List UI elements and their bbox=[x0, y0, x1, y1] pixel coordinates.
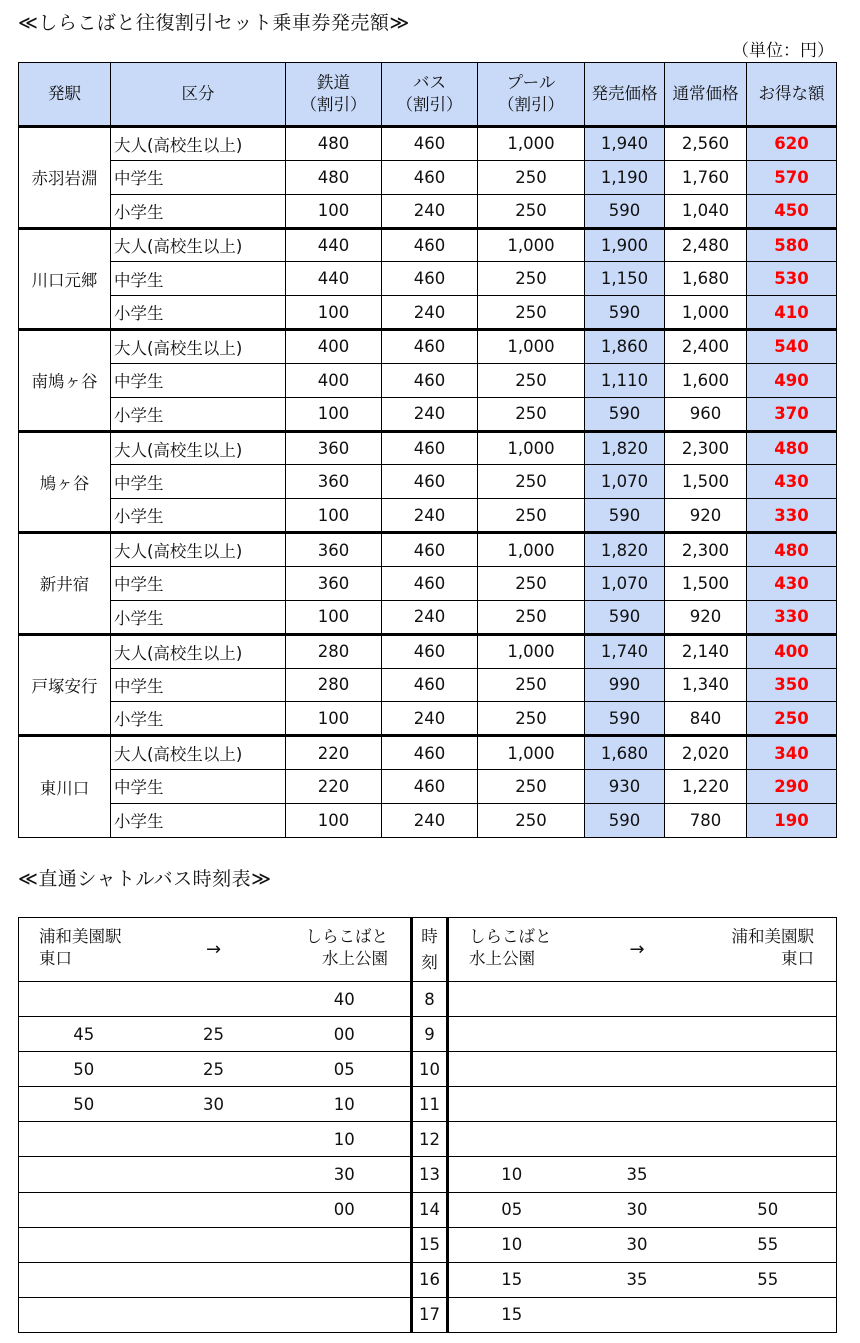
rail-fare-cell: 400 bbox=[286, 363, 382, 397]
header-bus: バス （割引） bbox=[382, 63, 478, 127]
savings-cell: 190 bbox=[747, 803, 837, 837]
table-row bbox=[19, 499, 837, 533]
savings-cell: 580 bbox=[747, 228, 837, 262]
bus-fare-cell: 460 bbox=[382, 228, 478, 262]
table-row bbox=[19, 702, 837, 736]
savings-cell: 480 bbox=[747, 431, 837, 465]
header-outbound-destination: しらこばと 水上公園 bbox=[279, 918, 412, 982]
category-cell: 小学生 bbox=[111, 702, 286, 736]
return-departure-minute: 10 bbox=[448, 1227, 575, 1262]
outbound-departure-minute: 10 bbox=[279, 1087, 412, 1122]
pool-fare-cell: 250 bbox=[478, 668, 585, 702]
outbound-departure-minute bbox=[149, 1192, 279, 1227]
sale-price-cell: 1,680 bbox=[585, 736, 665, 770]
rail-fare-cell: 100 bbox=[286, 397, 382, 431]
category-cell: 中学生 bbox=[111, 160, 286, 194]
outbound-departure-minute bbox=[19, 1192, 149, 1227]
timetable-row bbox=[19, 1297, 837, 1332]
pool-fare-cell: 250 bbox=[478, 262, 585, 296]
bus-fare-cell: 460 bbox=[382, 363, 478, 397]
outbound-departure-minute bbox=[19, 1262, 149, 1297]
regular-price-cell: 960 bbox=[665, 397, 747, 431]
header-savings: お得な額 bbox=[747, 63, 837, 127]
savings-cell: 340 bbox=[747, 736, 837, 770]
table-row bbox=[19, 363, 837, 397]
savings-cell: 330 bbox=[747, 600, 837, 634]
return-departure-minute bbox=[700, 982, 837, 1017]
sale-price-cell: 1,110 bbox=[585, 363, 665, 397]
hour-cell: 12 bbox=[412, 1122, 448, 1157]
timetable-row bbox=[19, 1157, 837, 1192]
savings-cell: 490 bbox=[747, 363, 837, 397]
pool-fare-cell: 1,000 bbox=[478, 330, 585, 364]
station-name: 南鳩ヶ谷 bbox=[19, 330, 111, 432]
outbound-departure-minute bbox=[149, 1297, 279, 1332]
return-departure-minute bbox=[575, 982, 700, 1017]
timetable-row bbox=[19, 1017, 837, 1052]
bus-fare-cell: 460 bbox=[382, 330, 478, 364]
return-departure-minute bbox=[700, 1297, 837, 1332]
fare-table bbox=[18, 62, 837, 838]
rail-fare-cell: 480 bbox=[286, 127, 382, 161]
bus-timetable-title: ≪直通シャトルバス時刻表≫ bbox=[18, 868, 272, 890]
table-row bbox=[19, 397, 837, 431]
outbound-departure-minute: 30 bbox=[279, 1157, 412, 1192]
return-departure-minute: 55 bbox=[700, 1227, 837, 1262]
sale-price-cell: 1,070 bbox=[585, 566, 665, 600]
regular-price-cell: 2,400 bbox=[665, 330, 747, 364]
outbound-departure-minute bbox=[149, 982, 279, 1017]
regular-price-cell: 1,600 bbox=[665, 363, 747, 397]
rail-fare-cell: 100 bbox=[286, 194, 382, 228]
sale-price-cell: 1,860 bbox=[585, 330, 665, 364]
sale-price-cell: 1,940 bbox=[585, 127, 665, 161]
arrow-icon: → bbox=[149, 918, 279, 982]
return-departure-minute bbox=[700, 1157, 837, 1192]
header-rail: 鉄道 （割引） bbox=[286, 63, 382, 127]
station-name: 戸塚安行 bbox=[19, 634, 111, 736]
table-row bbox=[19, 262, 837, 296]
category-cell: 大人(高校生以上) bbox=[111, 228, 286, 262]
table-row bbox=[19, 566, 837, 600]
table-row bbox=[19, 600, 837, 634]
regular-price-cell: 1,500 bbox=[665, 566, 747, 600]
return-departure-minute: 15 bbox=[448, 1297, 575, 1332]
timetable-row bbox=[19, 982, 837, 1017]
bus-fare-cell: 240 bbox=[382, 397, 478, 431]
table-row bbox=[19, 127, 837, 161]
header-pool: プール （割引） bbox=[478, 63, 585, 127]
header-return-origin: しらこばと 水上公園 bbox=[448, 918, 575, 982]
outbound-departure-minute bbox=[19, 982, 149, 1017]
regular-price-cell: 920 bbox=[665, 600, 747, 634]
table-row bbox=[19, 296, 837, 330]
category-cell: 中学生 bbox=[111, 465, 286, 499]
category-cell: 中学生 bbox=[111, 363, 286, 397]
outbound-departure-minute bbox=[149, 1122, 279, 1157]
timetable-row bbox=[19, 1227, 837, 1262]
bus-fare-cell: 460 bbox=[382, 634, 478, 668]
return-departure-minute: 10 bbox=[448, 1157, 575, 1192]
regular-price-cell: 1,760 bbox=[665, 160, 747, 194]
table-row bbox=[19, 634, 837, 668]
station-name: 川口元郷 bbox=[19, 228, 111, 330]
bus-timetable-body bbox=[19, 918, 837, 1333]
rail-fare-cell: 100 bbox=[286, 296, 382, 330]
outbound-departure-minute bbox=[19, 1227, 149, 1262]
header-station: 発駅 bbox=[19, 63, 111, 127]
category-cell: 小学生 bbox=[111, 397, 286, 431]
rail-fare-cell: 220 bbox=[286, 770, 382, 804]
sale-price-cell: 590 bbox=[585, 397, 665, 431]
hour-cell: 10 bbox=[412, 1052, 448, 1087]
return-departure-minute bbox=[700, 1052, 837, 1087]
return-departure-minute: 15 bbox=[448, 1262, 575, 1297]
table-row bbox=[19, 465, 837, 499]
table-row bbox=[19, 228, 837, 262]
category-cell: 小学生 bbox=[111, 803, 286, 837]
table-row bbox=[19, 770, 837, 804]
outbound-departure-minute: 50 bbox=[19, 1052, 149, 1087]
savings-cell: 250 bbox=[747, 702, 837, 736]
bus-fare-cell: 460 bbox=[382, 431, 478, 465]
hour-cell: 17 bbox=[412, 1297, 448, 1332]
bus-fare-cell: 240 bbox=[382, 803, 478, 837]
bus-fare-cell: 240 bbox=[382, 600, 478, 634]
table-row bbox=[19, 736, 837, 770]
header-sale-price: 発売価格 bbox=[585, 63, 665, 127]
rail-fare-cell: 360 bbox=[286, 465, 382, 499]
hour-cell: 8 bbox=[412, 982, 448, 1017]
category-cell: 中学生 bbox=[111, 770, 286, 804]
return-departure-minute bbox=[448, 1122, 575, 1157]
savings-cell: 530 bbox=[747, 262, 837, 296]
outbound-departure-minute bbox=[19, 1122, 149, 1157]
pool-fare-cell: 250 bbox=[478, 465, 585, 499]
regular-price-cell: 1,220 bbox=[665, 770, 747, 804]
savings-cell: 450 bbox=[747, 194, 837, 228]
category-cell: 小学生 bbox=[111, 194, 286, 228]
sale-price-cell: 1,740 bbox=[585, 634, 665, 668]
return-departure-minute: 35 bbox=[575, 1262, 700, 1297]
bus-fare-cell: 460 bbox=[382, 262, 478, 296]
arrow-icon: → bbox=[575, 918, 700, 982]
return-departure-minute bbox=[448, 1087, 575, 1122]
header-outbound-origin: 浦和美園駅 東口 bbox=[19, 918, 149, 982]
savings-cell: 480 bbox=[747, 533, 837, 567]
hour-cell: 14 bbox=[412, 1192, 448, 1227]
bus-fare-cell: 460 bbox=[382, 127, 478, 161]
pool-fare-cell: 250 bbox=[478, 566, 585, 600]
sale-price-cell: 1,820 bbox=[585, 533, 665, 567]
sale-price-cell: 1,190 bbox=[585, 160, 665, 194]
pool-fare-cell: 250 bbox=[478, 397, 585, 431]
bus-header-row bbox=[19, 918, 837, 982]
pool-fare-cell: 1,000 bbox=[478, 533, 585, 567]
regular-price-cell: 2,020 bbox=[665, 736, 747, 770]
pool-fare-cell: 1,000 bbox=[478, 431, 585, 465]
savings-cell: 330 bbox=[747, 499, 837, 533]
savings-cell: 350 bbox=[747, 668, 837, 702]
regular-price-cell: 2,480 bbox=[665, 228, 747, 262]
regular-price-cell: 2,560 bbox=[665, 127, 747, 161]
savings-cell: 430 bbox=[747, 566, 837, 600]
timetable-row bbox=[19, 1262, 837, 1297]
return-departure-minute: 30 bbox=[575, 1227, 700, 1262]
rail-fare-cell: 280 bbox=[286, 668, 382, 702]
outbound-departure-minute: 45 bbox=[19, 1017, 149, 1052]
fare-table-body bbox=[19, 127, 837, 838]
rail-fare-cell: 400 bbox=[286, 330, 382, 364]
sale-price-cell: 1,150 bbox=[585, 262, 665, 296]
category-cell: 大人(高校生以上) bbox=[111, 634, 286, 668]
hour-cell: 11 bbox=[412, 1087, 448, 1122]
bus-fare-cell: 460 bbox=[382, 465, 478, 499]
regular-price-cell: 1,680 bbox=[665, 262, 747, 296]
savings-cell: 370 bbox=[747, 397, 837, 431]
bus-timetable bbox=[18, 917, 837, 1333]
table-row bbox=[19, 194, 837, 228]
table-row bbox=[19, 431, 837, 465]
fare-table-title: ≪しらこばと往復割引セット乗車券発売額≫ bbox=[18, 12, 410, 34]
outbound-departure-minute bbox=[279, 1262, 412, 1297]
rail-fare-cell: 220 bbox=[286, 736, 382, 770]
outbound-departure-minute: 00 bbox=[279, 1192, 412, 1227]
return-departure-minute bbox=[700, 1122, 837, 1157]
bus-fare-cell: 460 bbox=[382, 533, 478, 567]
outbound-departure-minute: 05 bbox=[279, 1052, 412, 1087]
outbound-departure-minute bbox=[149, 1262, 279, 1297]
pool-fare-cell: 250 bbox=[478, 803, 585, 837]
outbound-departure-minute: 30 bbox=[149, 1087, 279, 1122]
pool-fare-cell: 250 bbox=[478, 160, 585, 194]
return-departure-minute bbox=[448, 1017, 575, 1052]
return-departure-minute bbox=[575, 1087, 700, 1122]
bus-fare-cell: 460 bbox=[382, 770, 478, 804]
hour-cell: 9 bbox=[412, 1017, 448, 1052]
category-cell: 中学生 bbox=[111, 262, 286, 296]
return-departure-minute bbox=[700, 1087, 837, 1122]
savings-cell: 410 bbox=[747, 296, 837, 330]
return-departure-minute: 30 bbox=[575, 1192, 700, 1227]
outbound-departure-minute: 10 bbox=[279, 1122, 412, 1157]
category-cell: 小学生 bbox=[111, 499, 286, 533]
pool-fare-cell: 1,000 bbox=[478, 127, 585, 161]
rail-fare-cell: 360 bbox=[286, 566, 382, 600]
regular-price-cell: 1,000 bbox=[665, 296, 747, 330]
return-departure-minute bbox=[575, 1297, 700, 1332]
return-departure-minute bbox=[448, 1052, 575, 1087]
rail-fare-cell: 480 bbox=[286, 160, 382, 194]
bus-fare-cell: 460 bbox=[382, 668, 478, 702]
return-departure-minute: 50 bbox=[700, 1192, 837, 1227]
category-cell: 大人(高校生以上) bbox=[111, 533, 286, 567]
pool-fare-cell: 250 bbox=[478, 194, 585, 228]
sale-price-cell: 590 bbox=[585, 600, 665, 634]
station-name: 赤羽岩淵 bbox=[19, 127, 111, 229]
pool-fare-cell: 1,000 bbox=[478, 736, 585, 770]
savings-cell: 430 bbox=[747, 465, 837, 499]
pool-fare-cell: 1,000 bbox=[478, 634, 585, 668]
category-cell: 大人(高校生以上) bbox=[111, 330, 286, 364]
regular-price-cell: 920 bbox=[665, 499, 747, 533]
regular-price-cell: 2,300 bbox=[665, 431, 747, 465]
sale-price-cell: 930 bbox=[585, 770, 665, 804]
outbound-departure-minute bbox=[149, 1227, 279, 1262]
outbound-departure-minute bbox=[19, 1157, 149, 1192]
return-departure-minute: 55 bbox=[700, 1262, 837, 1297]
outbound-departure-minute: 40 bbox=[279, 982, 412, 1017]
fare-header-row bbox=[19, 63, 837, 127]
category-cell: 大人(高校生以上) bbox=[111, 127, 286, 161]
savings-cell: 570 bbox=[747, 160, 837, 194]
unit-label: （単位：円） bbox=[732, 41, 834, 61]
category-cell: 中学生 bbox=[111, 566, 286, 600]
rail-fare-cell: 100 bbox=[286, 803, 382, 837]
rail-fare-cell: 440 bbox=[286, 228, 382, 262]
station-name: 東川口 bbox=[19, 736, 111, 838]
sale-price-cell: 1,070 bbox=[585, 465, 665, 499]
bus-fare-cell: 460 bbox=[382, 160, 478, 194]
category-cell: 中学生 bbox=[111, 668, 286, 702]
return-departure-minute bbox=[448, 982, 575, 1017]
bus-fare-cell: 460 bbox=[382, 736, 478, 770]
outbound-departure-minute: 25 bbox=[149, 1052, 279, 1087]
return-departure-minute bbox=[575, 1017, 700, 1052]
sale-price-cell: 1,820 bbox=[585, 431, 665, 465]
regular-price-cell: 840 bbox=[665, 702, 747, 736]
regular-price-cell: 2,140 bbox=[665, 634, 747, 668]
sale-price-cell: 590 bbox=[585, 499, 665, 533]
return-departure-minute bbox=[575, 1122, 700, 1157]
header-hour: 時 刻 bbox=[412, 918, 448, 982]
rail-fare-cell: 440 bbox=[286, 262, 382, 296]
timetable-row bbox=[19, 1122, 837, 1157]
rail-fare-cell: 100 bbox=[286, 600, 382, 634]
pool-fare-cell: 250 bbox=[478, 363, 585, 397]
category-cell: 小学生 bbox=[111, 296, 286, 330]
station-name: 新井宿 bbox=[19, 533, 111, 635]
hour-cell: 16 bbox=[412, 1262, 448, 1297]
pool-fare-cell: 250 bbox=[478, 499, 585, 533]
pool-fare-cell: 250 bbox=[478, 702, 585, 736]
return-departure-minute: 35 bbox=[575, 1157, 700, 1192]
category-cell: 小学生 bbox=[111, 600, 286, 634]
regular-price-cell: 1,040 bbox=[665, 194, 747, 228]
header-return-destination: 浦和美園駅 東口 bbox=[700, 918, 837, 982]
sale-price-cell: 590 bbox=[585, 296, 665, 330]
hour-cell: 13 bbox=[412, 1157, 448, 1192]
table-row bbox=[19, 803, 837, 837]
outbound-departure-minute bbox=[279, 1297, 412, 1332]
bus-fare-cell: 240 bbox=[382, 296, 478, 330]
outbound-departure-minute: 00 bbox=[279, 1017, 412, 1052]
sale-price-cell: 1,900 bbox=[585, 228, 665, 262]
pool-fare-cell: 1,000 bbox=[478, 228, 585, 262]
rail-fare-cell: 100 bbox=[286, 702, 382, 736]
regular-price-cell: 2,300 bbox=[665, 533, 747, 567]
outbound-departure-minute bbox=[149, 1157, 279, 1192]
sale-price-cell: 590 bbox=[585, 803, 665, 837]
rail-fare-cell: 360 bbox=[286, 533, 382, 567]
header-category: 区分 bbox=[111, 63, 286, 127]
savings-cell: 620 bbox=[747, 127, 837, 161]
pool-fare-cell: 250 bbox=[478, 600, 585, 634]
outbound-departure-minute: 25 bbox=[149, 1017, 279, 1052]
outbound-departure-minute bbox=[279, 1227, 412, 1262]
category-cell: 大人(高校生以上) bbox=[111, 431, 286, 465]
sale-price-cell: 590 bbox=[585, 702, 665, 736]
return-departure-minute bbox=[700, 1017, 837, 1052]
timetable-row bbox=[19, 1192, 837, 1227]
savings-cell: 540 bbox=[747, 330, 837, 364]
pool-fare-cell: 250 bbox=[478, 296, 585, 330]
outbound-departure-minute bbox=[19, 1297, 149, 1332]
savings-cell: 400 bbox=[747, 634, 837, 668]
timetable-row bbox=[19, 1052, 837, 1087]
savings-cell: 290 bbox=[747, 770, 837, 804]
return-departure-minute: 05 bbox=[448, 1192, 575, 1227]
rail-fare-cell: 280 bbox=[286, 634, 382, 668]
bus-fare-cell: 240 bbox=[382, 194, 478, 228]
bus-fare-cell: 240 bbox=[382, 702, 478, 736]
rail-fare-cell: 360 bbox=[286, 431, 382, 465]
regular-price-cell: 780 bbox=[665, 803, 747, 837]
table-row bbox=[19, 668, 837, 702]
bus-fare-cell: 240 bbox=[382, 499, 478, 533]
header-regular-price: 通常価格 bbox=[665, 63, 747, 127]
station-name: 鳩ヶ谷 bbox=[19, 431, 111, 533]
hour-cell: 15 bbox=[412, 1227, 448, 1262]
bus-fare-cell: 460 bbox=[382, 566, 478, 600]
pool-fare-cell: 250 bbox=[478, 770, 585, 804]
rail-fare-cell: 100 bbox=[286, 499, 382, 533]
regular-price-cell: 1,340 bbox=[665, 668, 747, 702]
sale-price-cell: 990 bbox=[585, 668, 665, 702]
table-row bbox=[19, 160, 837, 194]
return-departure-minute bbox=[575, 1052, 700, 1087]
category-cell: 大人(高校生以上) bbox=[111, 736, 286, 770]
table-row bbox=[19, 330, 837, 364]
table-row bbox=[19, 533, 837, 567]
outbound-departure-minute: 50 bbox=[19, 1087, 149, 1122]
sale-price-cell: 590 bbox=[585, 194, 665, 228]
timetable-row bbox=[19, 1087, 837, 1122]
regular-price-cell: 1,500 bbox=[665, 465, 747, 499]
